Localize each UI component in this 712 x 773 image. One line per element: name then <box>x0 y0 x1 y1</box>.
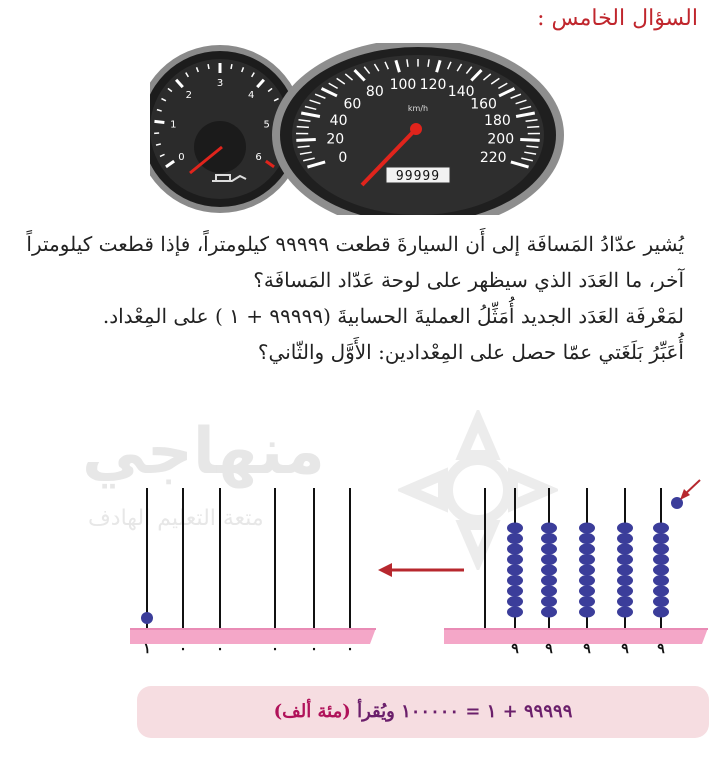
speed-label: 40 <box>329 113 348 130</box>
abacus-bead <box>507 596 523 607</box>
abacus-bead <box>541 565 557 576</box>
abacus-after <box>130 488 376 657</box>
abacus-bead <box>541 607 557 618</box>
abacus-base-right <box>444 628 708 644</box>
abacus-bead <box>541 554 557 565</box>
abacus-bead <box>617 596 633 607</box>
speed-tick <box>297 127 309 128</box>
left-arrow-icon <box>378 563 464 577</box>
abacus-bead <box>617 554 633 565</box>
result-expression: ٩٩٩٩٩ + ١ = ١٠٠٠٠٠ ويُقرأ <box>357 701 573 722</box>
speed-label: 140 <box>447 83 475 100</box>
abacus-digit: ٠ <box>216 641 224 657</box>
tach-tick <box>231 64 232 69</box>
paragraph-instructions <box>4 298 684 370</box>
abacus-bead <box>579 575 595 586</box>
abacus-bead <box>507 554 523 565</box>
abacus-illustration <box>0 380 712 670</box>
speed-label: 20 <box>326 131 345 148</box>
abacus-bead <box>507 607 523 618</box>
tach-label: 1 <box>170 119 177 131</box>
abacus-bead <box>507 533 523 544</box>
speed-tick <box>296 140 315 141</box>
speed-tick <box>520 140 539 141</box>
abacus-bead <box>579 596 595 607</box>
speed-label: 180 <box>484 113 511 130</box>
speed-label: 120 <box>419 77 447 94</box>
paragraph-question: يُشير عدّادُ المَسافَة إلى أَن السيارةَ قطعت ٩٩٩٩٩ كيلومتراً، فإذا قطعت كيلومتراً آخر، ما العَدَد الذي سيظهر على لوحة عَدّاد المَسافَة؟ <box>26 232 684 292</box>
abacus-bead <box>507 565 523 576</box>
abacus-bead <box>541 523 557 534</box>
abacus-bead <box>653 607 669 618</box>
result-box <box>137 686 709 738</box>
abacus-bead <box>617 607 633 618</box>
abacus-bead <box>507 544 523 555</box>
abacus-bead <box>653 596 669 607</box>
speed-label: 0 <box>338 149 348 166</box>
abacus-bead <box>507 586 523 597</box>
instruction-line-2: أُعَبِّرُ بَلَغَتي عمّا حصل على المِعْدادين: الأَوَّل والثّاني؟ <box>257 340 684 364</box>
abacus-digit: ٠ <box>271 641 279 657</box>
speed-label: 160 <box>470 96 497 113</box>
abacus-digit: ٩ <box>511 641 519 657</box>
abacus-bead <box>541 544 557 555</box>
abacus-bead <box>653 575 669 586</box>
abacus-bead <box>653 533 669 544</box>
abacus-bead <box>541 586 557 597</box>
abacus-bead <box>541 575 557 586</box>
tach-label: 0 <box>178 151 185 163</box>
tach-tick <box>154 121 164 122</box>
abacus-digit: ٩ <box>545 641 553 657</box>
speed-label: 100 <box>389 77 417 94</box>
tach-label: 3 <box>216 78 224 89</box>
speed-label: 80 <box>365 83 384 100</box>
speed-unit: km/h <box>407 104 429 113</box>
tach-label: 4 <box>248 89 255 101</box>
abacus-bead <box>579 554 595 565</box>
tach-tick <box>208 64 209 69</box>
dashboard-illustration <box>150 43 570 215</box>
abacus-digit: ٠ <box>310 641 318 657</box>
odometer-value: 99999 <box>395 169 441 184</box>
abacus-digit: ٩ <box>621 641 629 657</box>
abacus-bead <box>541 596 557 607</box>
abacus-bead <box>617 523 633 534</box>
result-reading: (مئة ألف) <box>273 701 351 722</box>
abacus-before <box>444 480 708 657</box>
abacus-bead <box>653 544 669 555</box>
tach-label: 5 <box>263 119 270 131</box>
tach-label: 2 <box>185 89 192 101</box>
abacus-bead <box>653 523 669 534</box>
abacus-bead <box>579 586 595 597</box>
tach-label: 6 <box>255 151 262 163</box>
abacus-digit: ٠ <box>179 641 187 657</box>
abacus-bead <box>617 544 633 555</box>
abacus-bead <box>653 586 669 597</box>
speed-tick <box>527 127 539 128</box>
abacus-bead <box>141 612 153 624</box>
abacus-bead <box>617 586 633 597</box>
abacus-digit: ٩ <box>583 641 591 657</box>
abacus-bead <box>653 565 669 576</box>
abacus-bead <box>653 554 669 565</box>
abacus-bead <box>541 533 557 544</box>
speed-label: 220 <box>479 149 507 166</box>
abacus-bead <box>579 544 595 555</box>
abacus-bead <box>617 565 633 576</box>
result-text <box>137 686 709 738</box>
abacus-bead <box>579 533 595 544</box>
abacus-bead <box>617 533 633 544</box>
abacus-digit: ٩ <box>657 641 665 657</box>
abacus-bead <box>507 523 523 534</box>
watermark-subtitle: متعة التعليم الهادف <box>88 506 264 531</box>
abacus-bead <box>617 575 633 586</box>
abacus-bead <box>507 575 523 586</box>
abacus-bead <box>579 523 595 534</box>
speed-label: 60 <box>343 96 362 113</box>
abacus-bead <box>579 565 595 576</box>
abacus-base-left <box>130 628 376 644</box>
abacus-digit: ٠ <box>346 641 354 657</box>
abacus-bead <box>579 607 595 618</box>
abacus-digit: ١ <box>143 641 151 657</box>
question-heading: السؤال الخامس : <box>537 6 698 31</box>
watermark-logo: منهاجي <box>82 415 325 489</box>
instruction-line-1: لمَعْرفَة العَدَد الجديد أُمَثِّلُ العمليةَ الحسابيةَ (٩٩٩٩٩ + ١ ) على المِعْداد. <box>102 304 684 328</box>
speed-label: 200 <box>487 131 515 148</box>
